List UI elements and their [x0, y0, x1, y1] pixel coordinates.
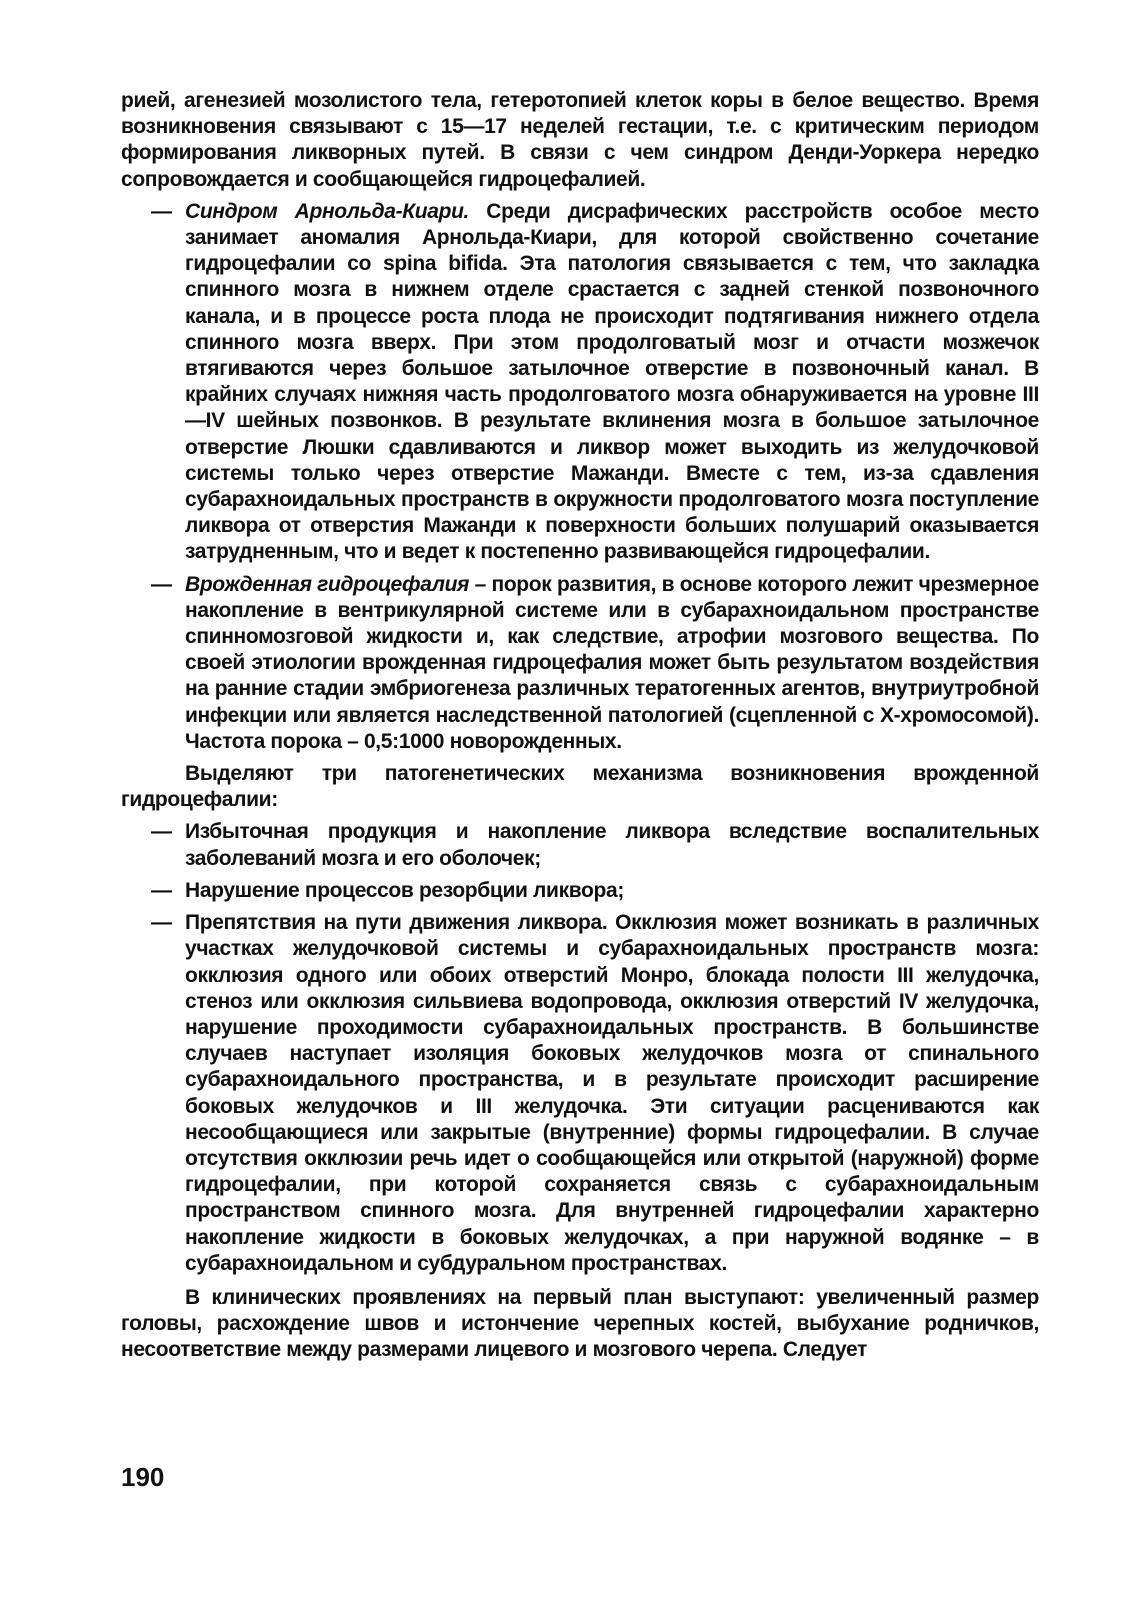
paragraph-intro: рией, агенезией мозолистого тела, гетеротопией клеток коры в белое вещество. Время возникновения связывают с 15—17 неделей гестации, т.е. с критическим периодом формирования ликворных путей. В связи с чем синдром Денди-Уоркера нередко сопровождается и сообщающейся гидроцефалией. [121, 89, 1039, 191]
list-item-overproduction [121, 819, 1039, 871]
term-congenital-hydrocephalus: Врожденная гидроцефалия [185, 572, 470, 596]
item-text: Среди дисрафических расстройств особое место занимает аномалия Арнольда-Киари, для которой свойственно сочетание гидроцефалии со spina bifida. Эта патология связывается с тем, что закладка спинного мозга в нижнем отделе срастается с задней стенкой позвоночного канала, и в процессе роста плода не происходит подтягивания нижнего отдела спинного мозга вверх. При этом продолговатый мозг и отчасти мозжечок втягиваются через большое затылочное отверстие в позвоночный канал. В крайних случаях нижняя часть продолговатого мозга обнаруживается на уровне III—IV шейных позвонков. В результате вклинения мозга в большое затылочное отверстие Люшки сдавливаются и ликвор может выходить из желудочковой системы только через отверстие Мажанди. Вместе с тем, из-за сдавления субарахноидальных пространств в окружности продолговатого мозга поступление ликвора от отверстия Мажанди к поверхности больших полушарий оказывается затрудненным, что и ведет к постепенно развивающейся гидроцефалии. [185, 199, 1039, 564]
item-text: Избыточная продукция и накопление ликвора вследствие воспалительных заболеваний мозга и его оболочек; [185, 820, 1039, 870]
paragraph-clinical: В клинических проявлениях на первый план выступают: увеличенный размер головы, расхождение швов и истончение черепных костей, выбухание родничков, несоответствие между размерами лицевого и мозгового черепа. Следует [121, 1285, 1039, 1362]
paragraph-mechanisms: Выделяют три патогенетических механизма возникновения врожденной гидроцефалии: [121, 762, 1039, 812]
dash-bullet: — [151, 820, 172, 844]
list-item-resorption [121, 878, 1039, 904]
term-arnold-chiari: Синдром Арнольда-Киари. [185, 199, 470, 223]
list-item-congenital-hydrocephalus [121, 572, 1039, 755]
body-text [121, 88, 1039, 1364]
dash-bullet: — [151, 911, 172, 935]
list-item-obstruction [121, 910, 1039, 1277]
page-number: 190 [121, 1462, 165, 1492]
list-item-arnold-chiari [121, 199, 1039, 566]
dash-bullet: — [151, 572, 172, 596]
dash-bullet: — [151, 878, 172, 902]
item-text: Нарушение процессов резорбции ликвора; [185, 878, 624, 902]
item-text: Препятствия на пути движения ликвора. Окклюзия может возникать в различных участках желудочковой системы и субарахноидальных пространств мозга: окклюзия одного или обоих отверстий Монро, блокада полости III желудочка, стеноз или окклюзия сильвиева водопровода, окклюзия отверстий IV желудочка, нарушение проходимости субарахноидальных пространств. В большинстве случаев наступает изоляция боковых желудочков мозга от спинального субарахноидального пространства, и в результате происходит расширение боковых желудочков и III желудочка. Эти ситуации расцениваются как несообщающиеся или закрытые (внутренние) формы гидроцефалии. В случае отсутствия окклюзии речь идет о сообщающейся или открытой (наружной) форме гидроцефалии, при которой сохраняется связь с субарахноидальным пространством спинного мозга. Для внутренней гидроцефалии характерно накопление жидкости в боковых желудочках, а при наружной водянке – в субарахноидальном и субдуральном пространствах. [185, 911, 1039, 1275]
dash-bullet: — [151, 199, 172, 223]
item-text: – порок развития, в основе которого лежит чрезмерное накопление в вентрикулярной системе или в субарахноидальном пространстве спинномозговой жидкости и, как следствие, атрофии мозгового вещества. По своей этиологии врожденная гидроцефалия может быть результатом воздействия на ранние стадии эмбриогенеза различных тератогенных агентов, внутриутробной инфекции или является наследственной патологией (сцепленной с Х-хромосомой). Частота порока – 0,5:1000 новорожденных. [185, 572, 1039, 753]
